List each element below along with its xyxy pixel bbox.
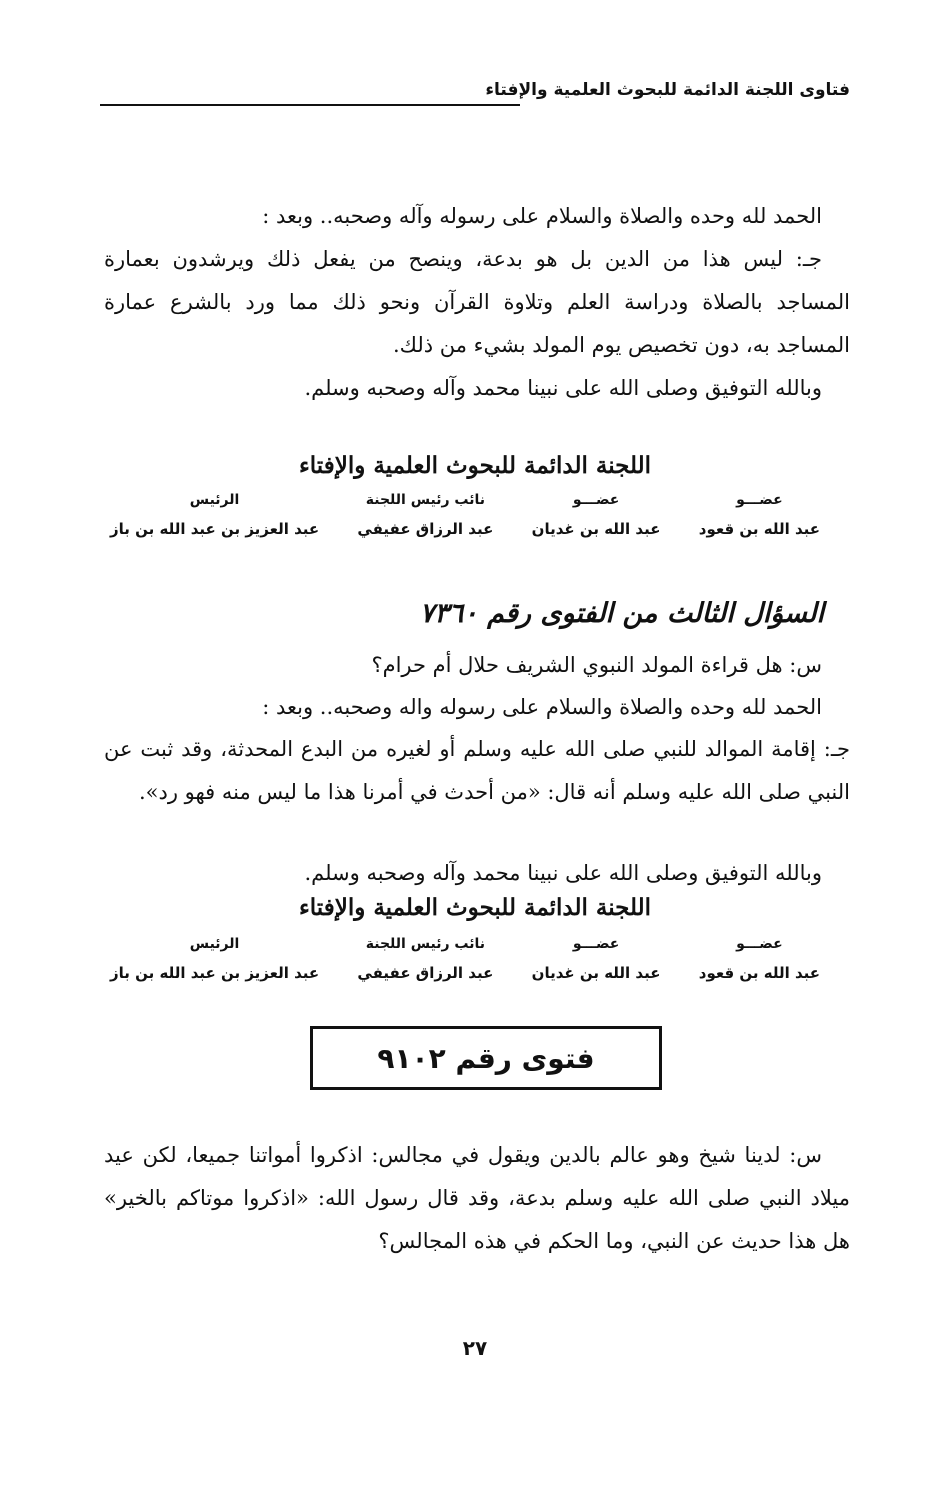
signatory-role: عضـــو	[736, 936, 783, 952]
running-header: فتاوى اللجنة الدائمة للبحوث العلمية والإفتاء	[485, 80, 850, 100]
block2-closing: وبالله التوفيق وصلى الله على نبينا محمد وآله وصحبه وسلم.	[304, 861, 822, 885]
signatory-role: نائب رئيس اللجنة	[365, 492, 485, 508]
signatory-role: الرئيس	[189, 936, 240, 952]
signatory-name: عبد العزيز بن عبد الله بن باز	[110, 964, 320, 982]
fatwa-number-box	[310, 1026, 662, 1090]
block1-opening: الحمد لله وحده والصلاة والسلام على رسوله وآله وصحبه.. وبعد :	[262, 204, 822, 228]
signatory-name: عبد العزيز بن عبد الله بن باز	[110, 520, 320, 538]
signatory-role: نائب رئيس اللجنة	[365, 936, 485, 952]
signatory	[357, 936, 493, 982]
signatory	[699, 936, 820, 982]
signatory	[110, 936, 319, 982]
block3-question: س: لدينا شيخ وهو عالم بالدين ويقول في مجالس: اذكروا أمواتنا جميعا، لكن عيد ميلاد النبي صلى الله عليه وسلم بدعة، وقد قال رسول الله: «اذكروا موتاكم بالخير» هل هذا حديث عن النبي، وما الحكم في هذه المجالس؟	[104, 1143, 850, 1253]
committee1-signatures	[110, 492, 820, 538]
signatory	[357, 492, 493, 538]
committee1-title: اللجنة الدائمة للبحوث العلمية والإفتاء	[298, 452, 652, 479]
committee2-signatures	[110, 936, 820, 982]
block1-closing: وبالله التوفيق وصلى الله على نبينا محمد وآله وصحبه وسلم.	[304, 376, 822, 400]
signatory	[532, 936, 661, 982]
question-heading: السؤال الثالث من الفتوى رقم ٧٣٦٠	[419, 598, 824, 629]
signatory-role: عضـــو	[572, 492, 620, 508]
signatory-name: عبد الله بن قعود	[698, 964, 820, 982]
signatory-role: الرئيس	[189, 492, 240, 508]
committee2-title: اللجنة الدائمة للبحوث العلمية والإفتاء	[298, 894, 652, 921]
signatory-name: عبد الله بن غديان	[531, 964, 661, 982]
fatwa-number-label: فتوى رقم ٩١٠٢	[377, 1041, 595, 1075]
block1-answer: جـ: ليس هذا من الدين بل هو بدعة، وينصح من يفعل ذلك ويرشدون بعمارة المساجد بالصلاة ودراسة العلم وتلاوة القرآن ونحو ذلك مما ورد بالشرع عمارة المساجد به، دون تخصيص يوم المولد بشيء من ذلك.	[104, 247, 850, 357]
signatory-name: عبد الله بن غديان	[531, 520, 661, 538]
block2-opening: الحمد لله وحده والصلاة والسلام على رسوله واله وصحبه.. وبعد :	[262, 695, 822, 719]
header-rule	[100, 104, 520, 106]
signatory-name: عبد الله بن قعود	[698, 520, 820, 538]
signatory	[699, 492, 820, 538]
block2-question: س: هل قراءة المولد النبوي الشريف حلال أم حرام؟	[371, 653, 822, 677]
page-number: ٢٧	[462, 1336, 488, 1360]
signatory	[532, 492, 661, 538]
signatory-name: عبد الرزاق عفيفي	[357, 520, 494, 538]
signatory-name: عبد الرزاق عفيفي	[357, 964, 494, 982]
signatory-role: عضـــو	[736, 492, 783, 508]
block2-answer: جـ: إقامة الموالد للنبي صلى الله عليه وسلم أو لغيره من البدع المحدثة، وقد ثبت عن النبي صلى الله عليه وسلم أنه قال: «من أحدث في أمرنا هذا ما ليس منه فهو رد».	[104, 737, 850, 804]
signatory-role: عضـــو	[572, 936, 620, 952]
signatory	[110, 492, 319, 538]
